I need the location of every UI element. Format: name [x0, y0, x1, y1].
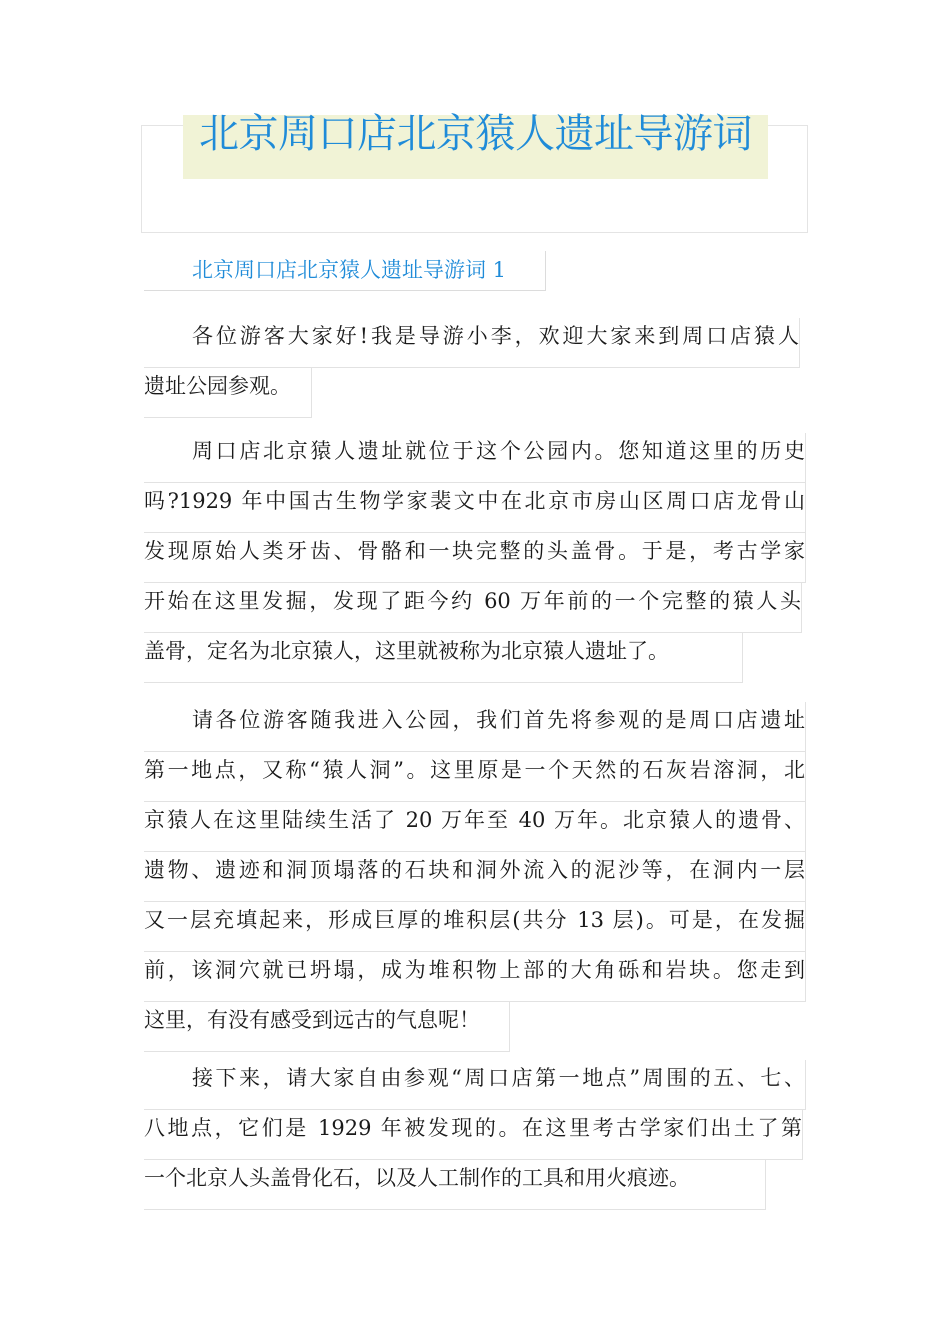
paragraph-line: 京猿人在这里陆续生活了 20 万年至 40 万年。北京猿人的遗骨、 [144, 802, 806, 852]
paragraph-1 [144, 318, 800, 418]
paragraph-line: 一个北京人头盖骨化石，以及人工制作的工具和用火痕迹。 [144, 1160, 766, 1210]
paragraph-line: 请各位游客随我进入公园，我们首先将参观的是周口店遗址 [144, 702, 806, 752]
paragraph-line: 遗物、遗迹和洞顶塌落的石块和洞外流入的泥沙等，在洞内一层 [144, 852, 806, 902]
paragraph-line: 开始在这里发掘，发现了距今约 60 万年前的一个完整的猿人头 [144, 583, 802, 633]
paragraph-line: 发现原始人类牙齿、骨骼和一块完整的头盖骨。于是，考古学家 [144, 533, 806, 583]
paragraph-line: 各位游客大家好!我是导游小李，欢迎大家来到周口店猿人 [144, 318, 800, 368]
paragraph-line: 吗?1929 年中国古生物学家裴文中在北京市房山区周口店龙骨山 [144, 483, 806, 533]
document-title: 北京周口店北京猿人遗址导游词 [199, 111, 752, 157]
paragraph-2 [144, 433, 806, 683]
paragraph-3 [144, 702, 806, 1052]
paragraph-line: 盖骨，定名为北京猿人，这里就被称为北京猿人遗址了。 [144, 633, 743, 683]
paragraph-4 [144, 1060, 806, 1210]
paragraph-line: 遗址公园参观。 [144, 368, 312, 418]
paragraph-line: 这里，有没有感受到远古的气息呢！ [144, 1002, 510, 1052]
paragraph-line: 又一层充填起来，形成巨厚的堆积层(共分 13 层)。可是，在发掘 [144, 902, 806, 952]
paragraph-line: 接下来，请大家自由参观“周口店第一地点”周围的五、七、 [144, 1060, 806, 1110]
paragraph-line: 第一地点，又称“猿人洞”。这里原是一个天然的石灰岩溶洞，北 [144, 752, 806, 802]
paragraph-line: 周口店北京猿人遗址就位于这个公园内。您知道这里的历史 [144, 433, 806, 483]
section-subtitle: 北京周口店北京猿人遗址导游词 1 [144, 251, 546, 291]
paragraph-line: 前，该洞穴就已坍塌，成为堆积物上部的大角砾和岩块。您走到 [144, 952, 806, 1002]
paragraph-line: 八地点，它们是 1929 年被发现的。在这里考古学家们出土了第 [144, 1110, 803, 1160]
